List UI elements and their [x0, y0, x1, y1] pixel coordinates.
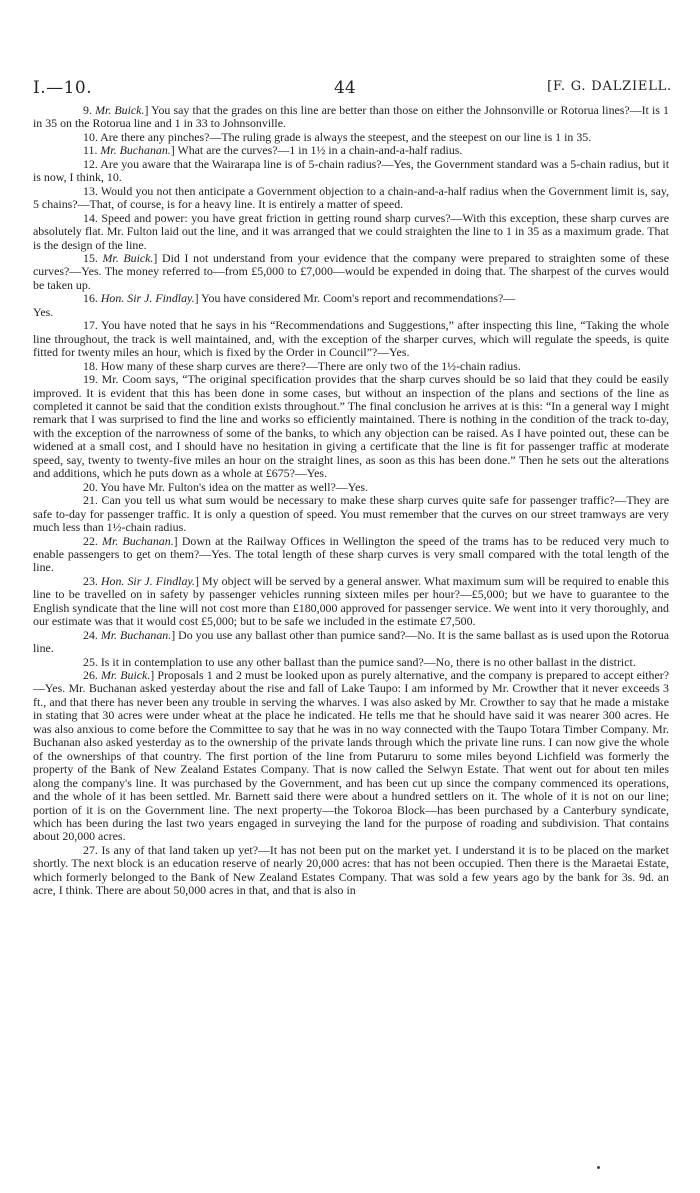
witness-name: [F. G. DALZIELL. [547, 79, 672, 94]
questioner-name: Mr. Buick. [95, 103, 145, 117]
evidence-paragraph: 19. Mr. Coom says, “The original specification provides that the sharp curves should be so laid that they could be easily improved. It is evident that this has been done in some cases, but without an inspection of the plans and sections of the line as completed it cannot be said that the condition exists throughout.” The final conclusion he arrives at is this: “In a general way I might remark that I was surprised to find the line and works so efficiently maintained. There is nothing in the condition of the track to-day, with the exception of the narrowness of some of the banks, to which any objection can be raised. As I have pointed out, these can be widened at a small cost, and I should have no hesitation in giving a certificate that the line is fit for passenger traffic at moderate speed, say, twenty to twenty-five miles an hour on the straight lines, as soon as this has been done.” Then he sets out the alterations and additions, which he puts down as a whole at £675?—Yes. [33, 372, 669, 481]
questioner-name: Hon. Sir J. Findlay. [100, 573, 196, 588]
page-header [33, 78, 672, 100]
evidence-paragraph: 21. Can you tell us what sum would be necessary to make these sharp curves quite safe for passenger traffic?—They are safe to-day for passenger traffic. It is only a question of speed. You must remember that the curves on our street tramways are very much less than 1½-chain radius. [33, 493, 669, 535]
evidence-paragraph: 17. You have noted that he says in his “Recommendations and Suggestions,” after inspecting this line, “Taking the whole line throughout, the track is well maintained, and, with the exception of the sharper curves, which will regulate the speeds, is quite fitted for twenty miles an hour, which is fixed by the Order in Council”?—Yes. [33, 318, 669, 360]
evidence-paragraph: 14. Speed and power: you have great friction in getting round sharp curves?—With this exception, these sharp curves are absolutely flat. Mr. Fulton laid out the line, and it was arranged that we could straighten the line to 1 in 35 as a maximum grade. That is the design of the line. [33, 210, 669, 252]
paper-reference: I.—10. [33, 78, 93, 98]
questioner-name: Mr. Buchanan. [100, 143, 171, 158]
evidence-paragraph: 15. Mr. Buick.] Did I not understand from your evidence that the company were prepared to straighten some of these curves?—Yes. The money referred to—from £5,000 to £7,000—would be expended in doing that. The sharpest of the curves would be taken up. [33, 250, 670, 292]
page-speck [597, 1166, 600, 1169]
questioner-name: Mr. Buick. [100, 668, 151, 683]
evidence-paragraph: 9. Mr. Buick.] You say that the grades on this line are better than those on either the Johnsonville or Rotorua lines?—It is 1 in 35 on the Rotorua line and 1 in 33 to Johnsonville. [33, 103, 670, 131]
questioner-name: Mr. Buchanan. [102, 533, 174, 548]
evidence-paragraph: 26. Mr. Buick.] Proposals 1 and 2 must be looked upon as purely alternative, and the company is prepared to accept either?—Yes. Mr. Buchanan asked yesterday about the rise and fall of Lake Taupo: I am informed by Mr. Crowther that it never exceeds 3 ft., and that there has never been any trouble in serving the wharves. I was also asked by Mr. Crowther to say that he made a mistake in stating that 30 acres were under wheat at the place he indicated. He tells me that he should have said it was nearer 300 acres. He was also anxious to come before the Committee to say that he was in no way connected with the Taupo Totara Timber Company. Mr. Buchanan also asked yesterday as to the ownership of the private lands through which the private line runs. I can now give the whole of the ownerships of that country. The first portion of the line from Putaruru to some miles beyond Lichfield was formerly the property of the Bank of New Zealand Estates Company. That is now called the Selwyn Estate. That went out for about ten miles along the company's line. It was purchased by the Government, and has been cut up since the company commenced its operations, and the whole of it has been settled. Mr. Barnett said there were about a hundred settlers on it. The whole of it is not on our line; portion of it is on the Government line. The next property—the Tokoroa Block—has been purchased by a Canterbury syndicate, which has been during the last two years engaged in surveying the land for the purpose of roading and subdivision. That contains about 20,000 acres. [33, 668, 670, 844]
questioner-name: Mr. Buick. [102, 250, 154, 265]
evidence-paragraph: 11. Mr. Buchanan.] What are the curves?—1 in 1½ in a chain-and-a-half radius. [83, 143, 463, 158]
page-number: 44 [334, 78, 356, 98]
evidence-paragraph: 27. Is any of that land taken up yet?—It has not been put on the market yet. I understand it is to be placed on the market shortly. The next block is an education reserve of nearly 20,000 acres: that has not been occupied. Then there is the Maraetai Estate, which formerly belonged to the Bank of New Zealand Estates Company. That was sold a few years ago by the bank for 3s. 9d. an acre, I think. There are about 50,000 acres in that, and that is also in [33, 842, 669, 898]
questioner-name: Mr. Buchanan. [100, 627, 172, 642]
questioner-name: Hon. Sir J. Findlay. [100, 291, 195, 306]
evidence-paragraph: 18. How many of these sharp curves are there?—There are only two of the 1½-chain radius. [83, 358, 521, 373]
evidence-paragraph: 13. Would you not then anticipate a Government objection to a chain-and-a-half radius when the Government limit is, say, 5 chains?—That, of course, is for a heavy line. It is entirely a matter of speed. [33, 183, 669, 212]
evidence-paragraph: 12. Are you aware that the Wairarapa line is of 5-chain radius?—Yes, the Government standard was a 5-chain radius, but it is now, I think, 10. [33, 156, 669, 185]
evidence-paragraph: 22. Mr. Buchanan.] Down at the Railway Offices in Wellington the speed of the trams has to be reduced very much to enable passengers to get on them?—Yes. The total length of these sharp curves is very small compared with the total length of the line. [33, 533, 669, 575]
evidence-text [33, 104, 669, 898]
evidence-paragraph: 25. Is it in contemplation to use any other ballast than the pumice sand?—No, there is no other ballast in the district. [83, 654, 636, 669]
evidence-paragraph: 23. Hon. Sir J. Findlay.] My object will be served by a general answer. What maximum sum will be required to enable this line to be travelled on in safety by passenger vehicles running sixteen miles per hour?—£5,000; but we have to guarantee to the English syndicate that the line will not cost more than £180,000 approved for passenger service. We went into it very thoroughly, and our estimate was that it would cost £5,000; but to be safe we included in the estimate £7,500. [33, 573, 669, 629]
evidence-paragraph: 10. Are there any pinches?—The ruling grade is always the steepest, and the steepest on our line is 1 in 35. [83, 129, 592, 144]
evidence-paragraph: Yes. [33, 304, 54, 319]
evidence-paragraph: 24. Mr. Buchanan.] Do you use any ballast other than pumice sand?—No. It is the same ballast as is used upon the Rotorua line. [33, 627, 669, 656]
evidence-paragraph: 20. You have Mr. Fulton's idea on the matter as well?—Yes. [83, 479, 368, 494]
evidence-paragraph: 16. Hon. Sir J. Findlay.] You have considered Mr. Coom's report and recommendations?— [83, 291, 516, 306]
